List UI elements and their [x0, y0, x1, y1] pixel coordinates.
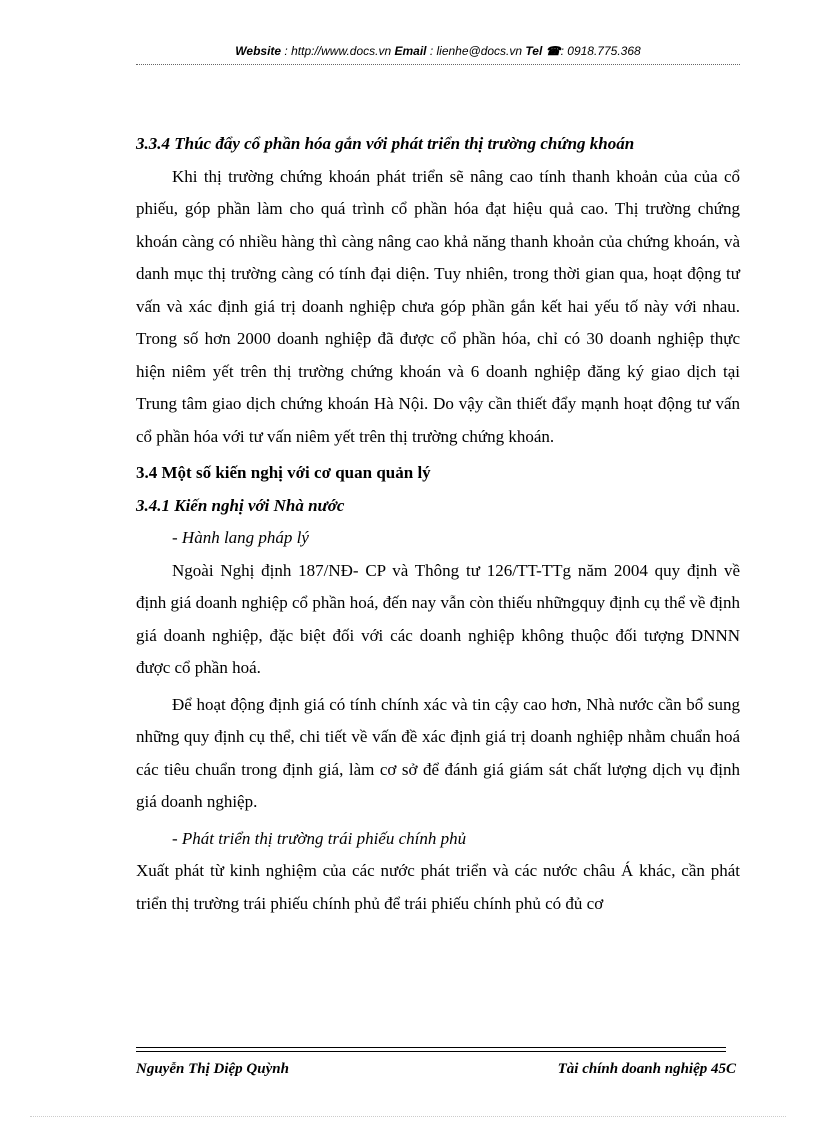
footer-author: Nguyễn Thị Diệp Quỳnh [136, 1061, 289, 1077]
footer-divider-top [136, 1047, 726, 1048]
website-value: : http://www.docs.vn [281, 44, 395, 58]
page-body [136, 128, 740, 920]
paragraph-3: Để hoạt động định giá có tính chính xác và tin cậy cao hơn, Nhà nước cần bổ sung những quy định cụ thể, chi tiết về vấn đề xác định giá trị doanh nghiệp nhằm chuẩn hoá các tiêu chuẩn trong định giá, làm cơ sở để đánh giá giám sát chất lượng dịch vụ định giá doanh nghiệp. [136, 694, 740, 811]
phone-icon: ☎ [545, 44, 561, 58]
tel-label: Tel [525, 44, 543, 58]
section-heading-3-4-1: 3.4.1 Kiến nghị với Nhà nước [136, 495, 345, 515]
footer-class: Tài chính doanh nghiệp 45C [557, 1061, 736, 1077]
paragraph-1: Khi thị trường chứng khoán phát triển sẽ nâng cao tính thanh khoản của của cổ phiếu, góp phần làm cho quá trình cổ phần hóa đạt hiệu quả cao. Thị trường chứng khoán càng có nhiều hàng thì càng nâng cao khả năng thanh khoản của chứng khoán, và danh mục thị trường càng có tính đại diện. Tuy nhiên, trong thời gian qua, hoạt động tư vấn và xác định giá trị doanh nghiệp chưa góp phần gắn kết hai yếu tố này với nhau. Trong số hơn 2000 doanh nghiệp đã được cổ phần hóa, chỉ có 30 doanh nghiệp thực hiện niêm yết trên thị trường chứng khoán và 6 doanh nghiệp đăng ký giao dịch tại Trung tâm giao dịch chứng khoán Hà Nội. Do vậy cần thiết đẩy mạnh hoạt động tư vấn cổ phần hóa với tư vấn niêm yết trên thị trường chứng khoán. [136, 166, 740, 446]
email-label: Email [394, 44, 427, 58]
section-heading-3-3-4: 3.3.4 Thúc đẩy cổ phần hóa gắn với phát triển thị trường chứng khoán [136, 134, 635, 153]
paragraph-2: Ngoài Nghị định 187/NĐ- CP và Thông tư 126/TT-TTg năm 2004 quy định về định giá doanh nghiệp cổ phần hoá, đến nay vẫn còn thiếu nhữngquy định cụ thể về định giá doanh nghiệp, đặc biệt đối với các doanh nghiệp không thuộc đối tượng DNNN được cổ phần hoá. [136, 560, 740, 677]
section-heading-3-4: 3.4 Một số kiến nghị với cơ quan quản lý [136, 463, 431, 482]
header-divider [136, 64, 740, 65]
subheading-bond-market: - Phát triển thị trường trái phiếu chính phủ [172, 828, 467, 848]
page-header [136, 44, 740, 58]
footer-divider-bottom [136, 1051, 726, 1052]
website-label: Website [235, 44, 282, 58]
paragraph-4: Xuất phát từ kinh nghiệm của các nước phát triển và các nước châu Á khác, cần phát triển thị trường trái phiếu chính phủ để trái phiếu chính phủ có đủ cơ [136, 861, 740, 913]
email-value: : lienhe@docs.vn [426, 44, 526, 58]
subheading-legal-framework: - Hành lang pháp lý [172, 528, 309, 547]
tel-value: : 0918.775.368 [560, 44, 641, 58]
page-bottom-border [30, 1116, 786, 1117]
